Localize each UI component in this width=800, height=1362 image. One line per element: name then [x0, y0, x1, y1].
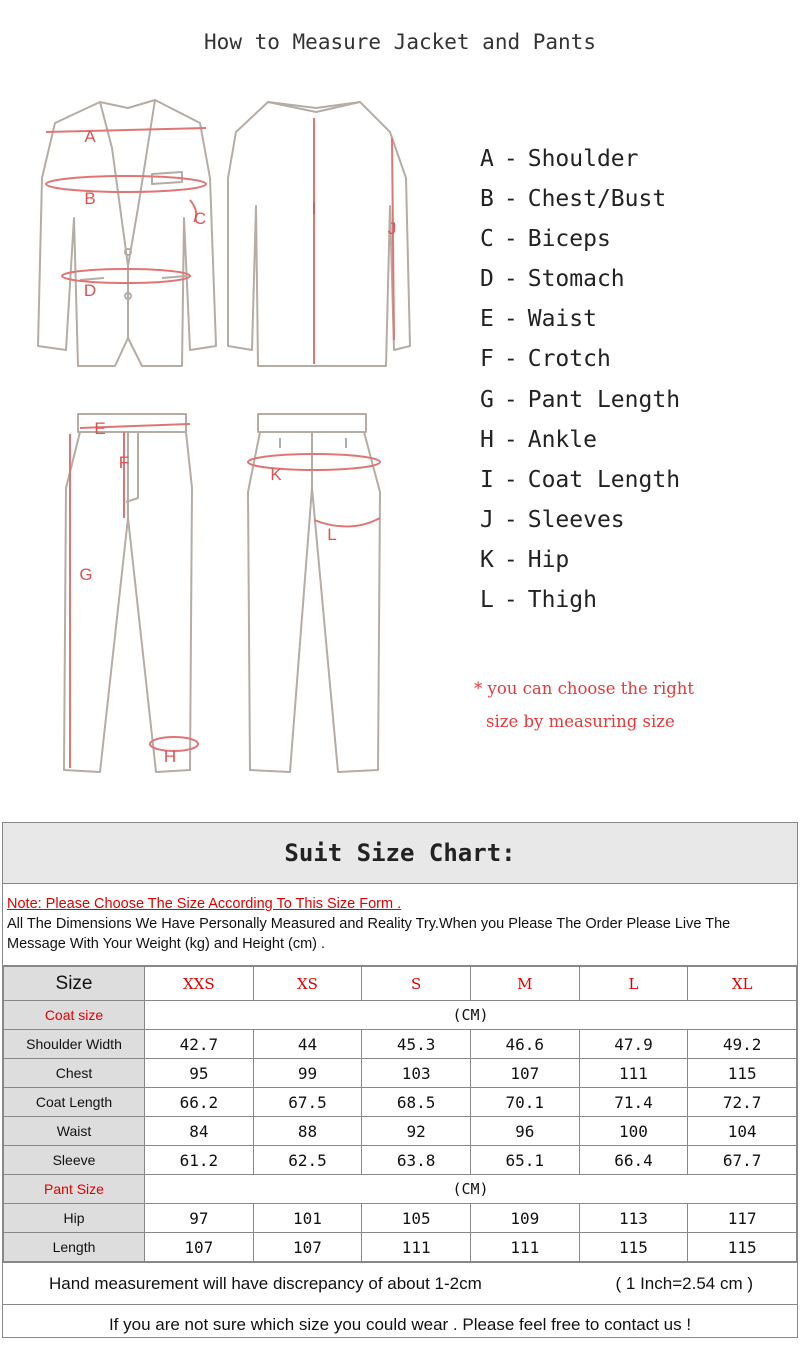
diagram-label: A	[84, 127, 96, 146]
table-cell: 63.8	[362, 1146, 471, 1175]
table-row	[4, 1204, 797, 1233]
row-label: Hip	[4, 1204, 145, 1233]
legend-item: B - Chest/Bust	[480, 186, 667, 213]
table-cell: 115	[688, 1233, 797, 1262]
table-cell: 66.4	[579, 1146, 688, 1175]
table-cell: 62.5	[253, 1146, 362, 1175]
tip-line: size by measuring size	[486, 712, 675, 731]
table-cell: 92	[362, 1117, 471, 1146]
table-cell: 66.2	[145, 1088, 254, 1117]
size-chart-title: Suit Size Chart:	[3, 823, 797, 884]
table-cell: 67.7	[688, 1146, 797, 1175]
table-cell: 101	[253, 1204, 362, 1233]
table-cell: 65.1	[470, 1146, 579, 1175]
size-column-header: S	[362, 967, 471, 1001]
table-cell: 115	[579, 1233, 688, 1262]
table-cell: 115	[688, 1059, 797, 1088]
table-cell: 72.7	[688, 1088, 797, 1117]
size-column-header: XL	[688, 967, 797, 1001]
table-cell: 95	[145, 1059, 254, 1088]
inch-conversion: ( 1 Inch=2.54 cm )	[615, 1273, 753, 1293]
coat-section-label: Coat size	[4, 1001, 145, 1030]
table-cell: 49.2	[688, 1030, 797, 1059]
table-cell: 61.2	[145, 1146, 254, 1175]
size-column-header: L	[579, 967, 688, 1001]
diagram-label: C	[193, 209, 207, 228]
table-cell: 88	[253, 1117, 362, 1146]
legend-item: G - Pant Length	[480, 386, 681, 413]
table-cell: 113	[579, 1204, 688, 1233]
measurement-legend	[480, 142, 680, 623]
note-body: All The Dimensions We Have Personally Measured and Reality Try.When you Please The Order Please Live The Message With Your Weight (kg) and Height (cm) .	[7, 916, 731, 952]
table-cell: 107	[470, 1059, 579, 1088]
table-cell: 68.5	[362, 1088, 471, 1117]
measure-tip	[474, 672, 774, 738]
legend-item: H - Ankle	[480, 426, 597, 453]
table-cell: 107	[253, 1233, 362, 1262]
row-label: Sleeve	[4, 1146, 145, 1175]
table-cell: 44	[253, 1030, 362, 1059]
measurement-diagram	[30, 88, 440, 788]
table-cell: 46.6	[470, 1030, 579, 1059]
table-cell: 100	[579, 1117, 688, 1146]
table-cell: 105	[362, 1204, 471, 1233]
diagram-label: D	[83, 281, 97, 300]
table-cell: 42.7	[145, 1030, 254, 1059]
legend-item: D - Stomach	[480, 266, 625, 293]
unit-label: (CM)	[145, 1001, 797, 1030]
suit-illustration	[30, 88, 440, 788]
table-cell: 104	[688, 1117, 797, 1146]
table-cell: 47.9	[579, 1030, 688, 1059]
size-column-header: M	[470, 967, 579, 1001]
legend-item: F - Crotch	[480, 346, 611, 373]
table-cell: 109	[470, 1204, 579, 1233]
diagram-label: L	[327, 525, 337, 544]
table-cell: 103	[362, 1059, 471, 1088]
legend-item: K - Hip	[480, 546, 570, 573]
table-cell: 84	[145, 1117, 254, 1146]
table-cell: 107	[145, 1233, 254, 1262]
table-row	[4, 1117, 797, 1146]
legend-item: E - Waist	[480, 306, 597, 333]
table-row	[4, 1001, 797, 1030]
table-row	[4, 1059, 797, 1088]
table-cell: 96	[470, 1117, 579, 1146]
table-cell: 111	[362, 1233, 471, 1262]
table-row	[4, 1088, 797, 1117]
table-cell: 45.3	[362, 1030, 471, 1059]
table-row	[4, 1175, 797, 1204]
diagram-label: K	[270, 465, 282, 484]
size-table	[3, 966, 797, 1262]
table-cell: 97	[145, 1204, 254, 1233]
table-cell: 111	[579, 1059, 688, 1088]
size-chart-notes	[3, 884, 797, 966]
legend-item: C - Biceps	[480, 226, 611, 253]
page-title: How to Measure Jacket and Pants	[204, 30, 596, 54]
diagram-label: G	[79, 565, 93, 584]
diagram-label: E	[94, 419, 106, 438]
table-cell: 111	[470, 1233, 579, 1262]
row-label: Length	[4, 1233, 145, 1262]
tip-line: * you can choose the right	[474, 679, 695, 698]
discrepancy-row	[3, 1262, 797, 1304]
table-row	[4, 1030, 797, 1059]
table-row	[4, 967, 797, 1001]
table-row	[4, 1233, 797, 1262]
table-row	[4, 1146, 797, 1175]
legend-item: J - Sleeves	[480, 506, 625, 533]
table-cell: 117	[688, 1204, 797, 1233]
note-warning: Note: Please Choose The Size According To This Size Form .	[7, 896, 402, 912]
pant-section-label: Pant Size	[4, 1175, 145, 1204]
table-cell: 70.1	[470, 1088, 579, 1117]
size-column-header: XXS	[145, 967, 254, 1001]
contact-note: If you are not sure which size you could wear . Please feel free to contact us !	[3, 1304, 797, 1344]
diagram-label: J	[387, 219, 397, 238]
diagram-label: F	[118, 453, 130, 472]
row-label: Shoulder Width	[4, 1030, 145, 1059]
table-cell: 99	[253, 1059, 362, 1088]
table-cell: 67.5	[253, 1088, 362, 1117]
size-column-header: XS	[253, 967, 362, 1001]
legend-item: I - Coat Length	[480, 466, 681, 493]
row-label: Waist	[4, 1117, 145, 1146]
size-header: Size	[4, 967, 145, 1001]
legend-item: L - Thigh	[480, 587, 597, 614]
unit-label: (CM)	[145, 1175, 797, 1204]
diagram-label: H	[163, 747, 177, 766]
row-label: Coat Length	[4, 1088, 145, 1117]
diagram-label: B	[84, 189, 96, 208]
row-label: Chest	[4, 1059, 145, 1088]
legend-item: A - Shoulder	[480, 146, 639, 172]
table-cell: 71.4	[579, 1088, 688, 1117]
diagram-label: I	[311, 199, 317, 218]
size-chart	[2, 822, 798, 1338]
discrepancy-note: Hand measurement will have discrepancy of about 1-2cm	[49, 1273, 482, 1293]
